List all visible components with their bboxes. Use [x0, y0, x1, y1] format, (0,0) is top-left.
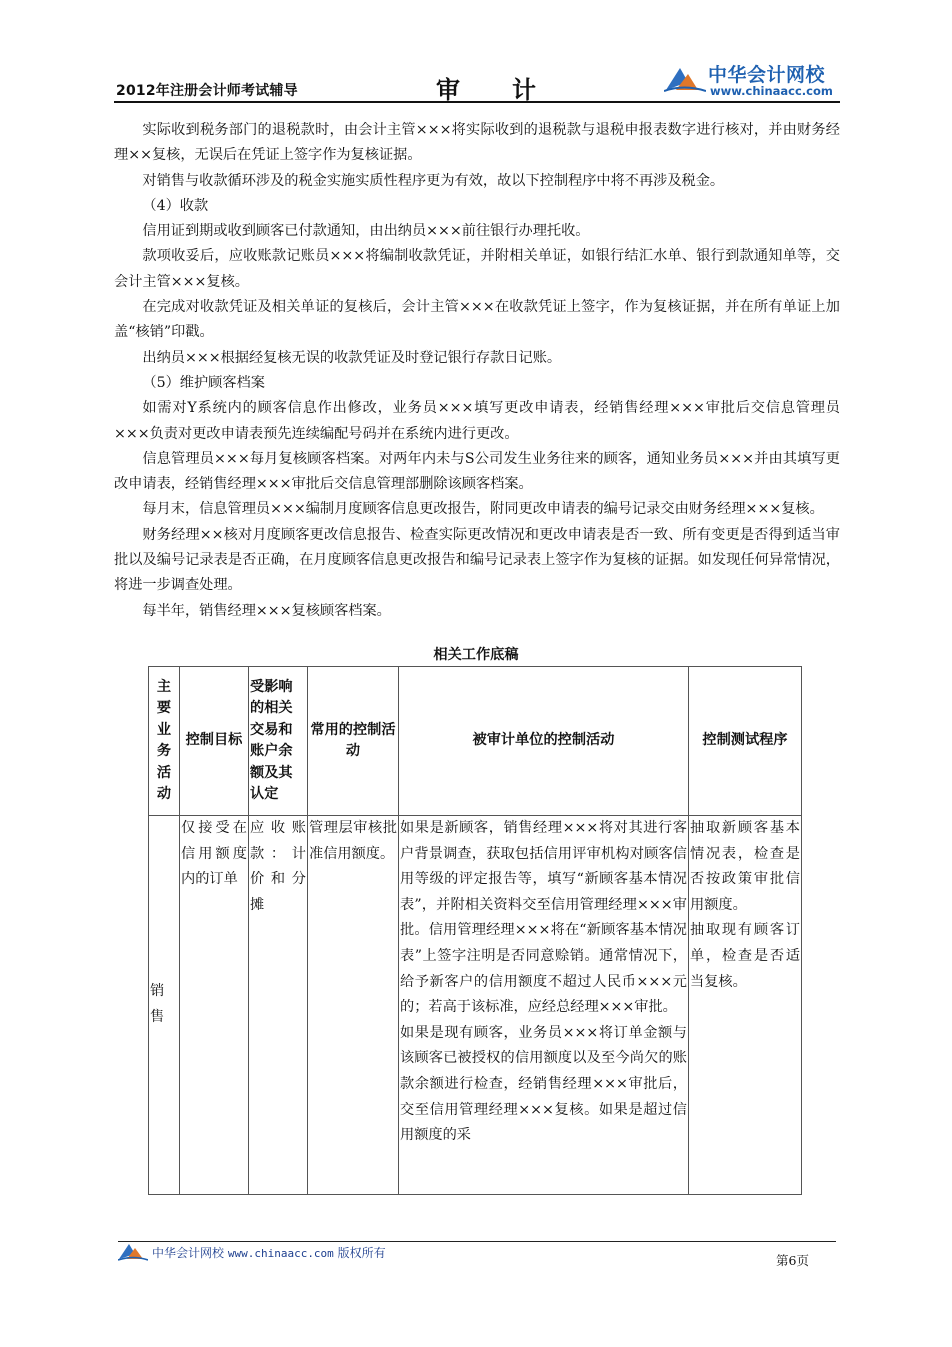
paragraph: 出纳员×××根据经复核无误的收款凭证及时登记银行存款日记账。 — [142, 349, 562, 366]
header-cell-assertion: 受影响的相关交易和账户余额及其认定 — [249, 667, 308, 816]
paragraph: 对销售与收款循环涉及的税金实施实质性程序更为有效，故以下控制程序中将不再涉及税金。 — [142, 172, 725, 189]
logo-mark-icon — [664, 64, 706, 94]
header-cell-test-procedure: 控制测试程序 — [689, 667, 802, 816]
document-body — [114, 118, 840, 624]
entity-control-existing-customer: 如果是现有顾客，业务员×××将订单金额与该顾客已被授权的信用额度以及至今尚欠的账款余额进行检查，经销售经理×××审批后，交至信用管理经理×××复核。如果是超过信用额度的采 — [400, 1024, 687, 1144]
cell-entity-control — [399, 816, 689, 1195]
section-heading: （4）收款 — [142, 197, 209, 214]
table-caption: 相关工作底稿 — [433, 647, 519, 663]
paragraph: 款项收妥后，应收账款记账员×××将编制收款凭证，并附相关单证，如银行结汇水单、银行到款通知单等，交会计主管×××复核。 — [114, 248, 840, 290]
footer-rights: 版权所有 — [337, 1246, 386, 1260]
footer-brand: 中华会计网校 — [152, 1246, 225, 1260]
footer-logo-icon — [118, 1240, 148, 1262]
cell-assertion: 应收账款：计价和分摊 — [249, 816, 308, 1195]
header-cell-activity: 主要业务活动 — [149, 667, 180, 816]
test-procedure-2: 抽取现有顾客订单，检查是否适当复核。 — [690, 922, 800, 990]
section-heading: （5）维护顾客档案 — [142, 374, 265, 391]
paragraph: 信用证到期或收到顾客已付款通知，由出纳员×××前往银行办理托收。 — [142, 223, 590, 240]
paragraph: 如需对Y系统内的顾客信息作出修改，业务员×××填写更改申请表，经销售经理×××审批后交信息管理员×××负责对更改申请表预先连续编配号码并在系统内进行更改。 — [114, 400, 840, 442]
page-number: 第6页 — [776, 1253, 809, 1268]
working-paper-table — [148, 666, 802, 1195]
test-procedure-1: 抽取新顾客基本情况表，检查是否按政策审批信用额度。 — [690, 820, 800, 913]
cell-objective: 仅接受在信用额度内的订单 — [180, 816, 249, 1195]
header-left-title: 2012年注册会计师考试辅导 — [116, 83, 298, 99]
paragraph: 在完成对收款凭证及相关单证的复核后，会计主管×××在收款凭证上签字，作为复核证据，并在所有单证上加盖“核销”印戳。 — [114, 299, 840, 341]
paragraph: 财务经理××核对月度顾客更改信息报告、检查实际更改情况和更改申请表是否一致、所有变更是否得到适当审批以及编号记录表是否正确，在月度顾客信息更改报告和编号记录表上签字作为复核的证据。如发现任何异常情况，将进一步调查处理。 — [114, 526, 840, 594]
cell-activity: 销售 — [149, 816, 180, 1195]
logo-url: www.chinaacc.com — [710, 84, 833, 98]
logo-name: 中华会计网校 — [708, 64, 826, 86]
cell-common-control: 管理层审核批准信用额度。 — [308, 816, 399, 1195]
paragraph: 每半年，销售经理×××复核顾客档案。 — [142, 602, 391, 619]
header-center-title: 审计 — [436, 76, 588, 104]
entity-control-new-customer: 如果是新顾客，销售经理×××将对其进行客户背景调查，获取包括信用评审机构对顾客信用等级的评定报告等，填写“新顾客基本情况表”，并附相关资料交至信用管理经理×××审批。信用管理经理×××将在“新顾客基本情况表”上签字注明是否同意赊销。通常情况下，给予新客户的信用额度不超过人民币×××元的；若高于该标准，应经总经理×××审批。 — [400, 820, 687, 1016]
header-cell-common-control: 常用的控制活动 — [308, 667, 399, 816]
header-rule — [114, 101, 840, 103]
paragraph: 实际收到税务部门的退税款时，由会计主管×××将实际收到的退税款与退税申报表数字进行核对，并由财务经理××复核，无误后在凭证上签字作为复核证据。 — [114, 122, 840, 164]
paragraph: 信息管理员×××每月复核顾客档案。对两年内未与S公司发生业务往来的顾客，通知业务员×××并由其填写更改申请表，经销售经理×××审批后交信息管理部删除该顾客档案。 — [114, 450, 840, 493]
footer-rule — [118, 1241, 836, 1242]
table-header-row — [149, 667, 802, 816]
logo — [664, 58, 842, 100]
table-row — [149, 816, 802, 1195]
footer-url: www.chinaacc.com — [227, 1247, 334, 1260]
header-cell-objective: 控制目标 — [180, 667, 249, 816]
footer-copyright — [152, 1244, 386, 1261]
header-cell-entity-control: 被审计单位的控制活动 — [399, 667, 689, 816]
paragraph: 每月末，信息管理员×××编制月度顾客信息更改报告，附同更改申请表的编号记录交由财务经理×××复核。 — [142, 501, 824, 518]
cell-test-procedure — [689, 816, 802, 1195]
